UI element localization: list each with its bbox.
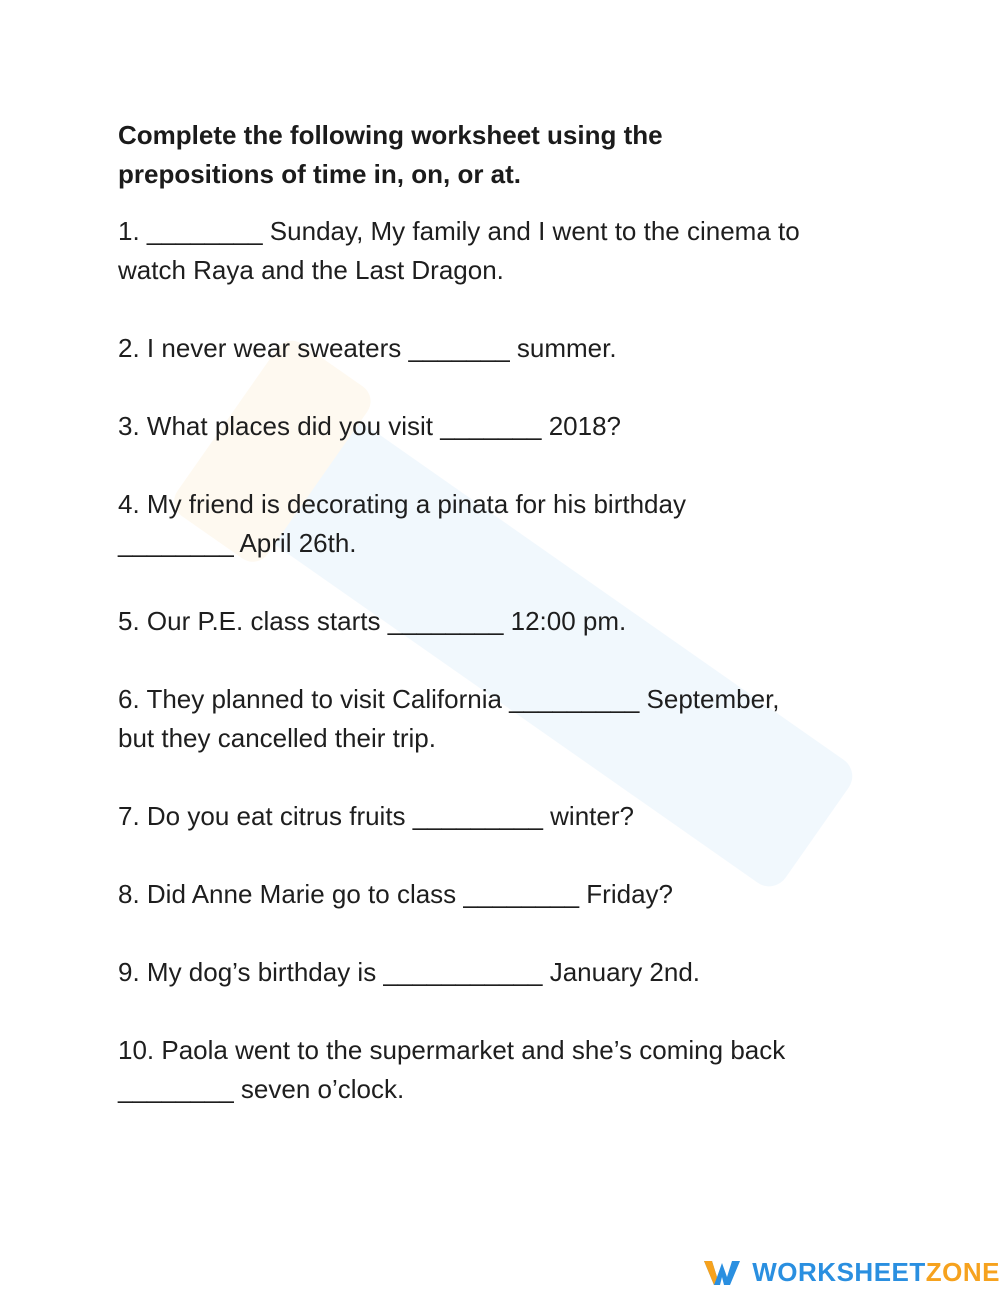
question-10-line-1: 10. Paola went to the supermarket and she’s coming back [118,1035,786,1065]
brand-name [752,1257,1000,1288]
question-6-line-1: 6. They planned to visit California _________ September, [118,684,780,714]
brand-name-part-1: WORKSHEET [752,1256,926,1287]
question-3 [118,407,898,446]
question-10-line-2: ________ seven o’clock. [118,1074,405,1104]
question-2 [118,329,898,368]
question-6 [118,680,898,758]
question-4-line-2: ________ April 26th. [118,528,357,558]
brand-footer [702,1256,1000,1288]
instructions-line-2: prepositions of time in, on, or at. [118,159,522,189]
question-6-line-2: but they cancelled their trip. [118,723,436,753]
question-10 [118,1031,898,1109]
brand-name-part-2: ZONE [925,1256,1000,1287]
instructions-line-1: Complete the following worksheet using the [118,120,663,150]
question-7-line-1: 7. Do you eat citrus fruits _________ winter? [118,801,634,831]
question-1-line-2: watch Raya and the Last Dragon. [118,255,504,285]
question-7 [118,797,898,836]
question-2-line-1: 2. I never wear sweaters _______ summer. [118,333,617,363]
question-1 [118,212,898,290]
question-9 [118,953,898,992]
worksheet [118,116,898,1109]
instructions [118,116,898,194]
question-4-line-1: 4. My friend is decorating a pinata for his birthday [118,489,686,519]
question-1-line-1: 1. ________ Sunday, My family and I went to the cinema to [118,216,800,246]
question-5 [118,602,898,641]
question-8-line-1: 8. Did Anne Marie go to class ________ Friday? [118,879,674,909]
question-3-line-1: 3. What places did you visit _______ 2018? [118,411,622,441]
question-8 [118,875,898,914]
question-5-line-1: 5. Our P.E. class starts ________ 12:00 pm. [118,606,627,636]
question-9-line-1: 9. My dog’s birthday is ___________ January 2nd. [118,957,701,987]
question-4 [118,485,898,563]
worksheetzone-w-logo-icon [702,1257,742,1287]
